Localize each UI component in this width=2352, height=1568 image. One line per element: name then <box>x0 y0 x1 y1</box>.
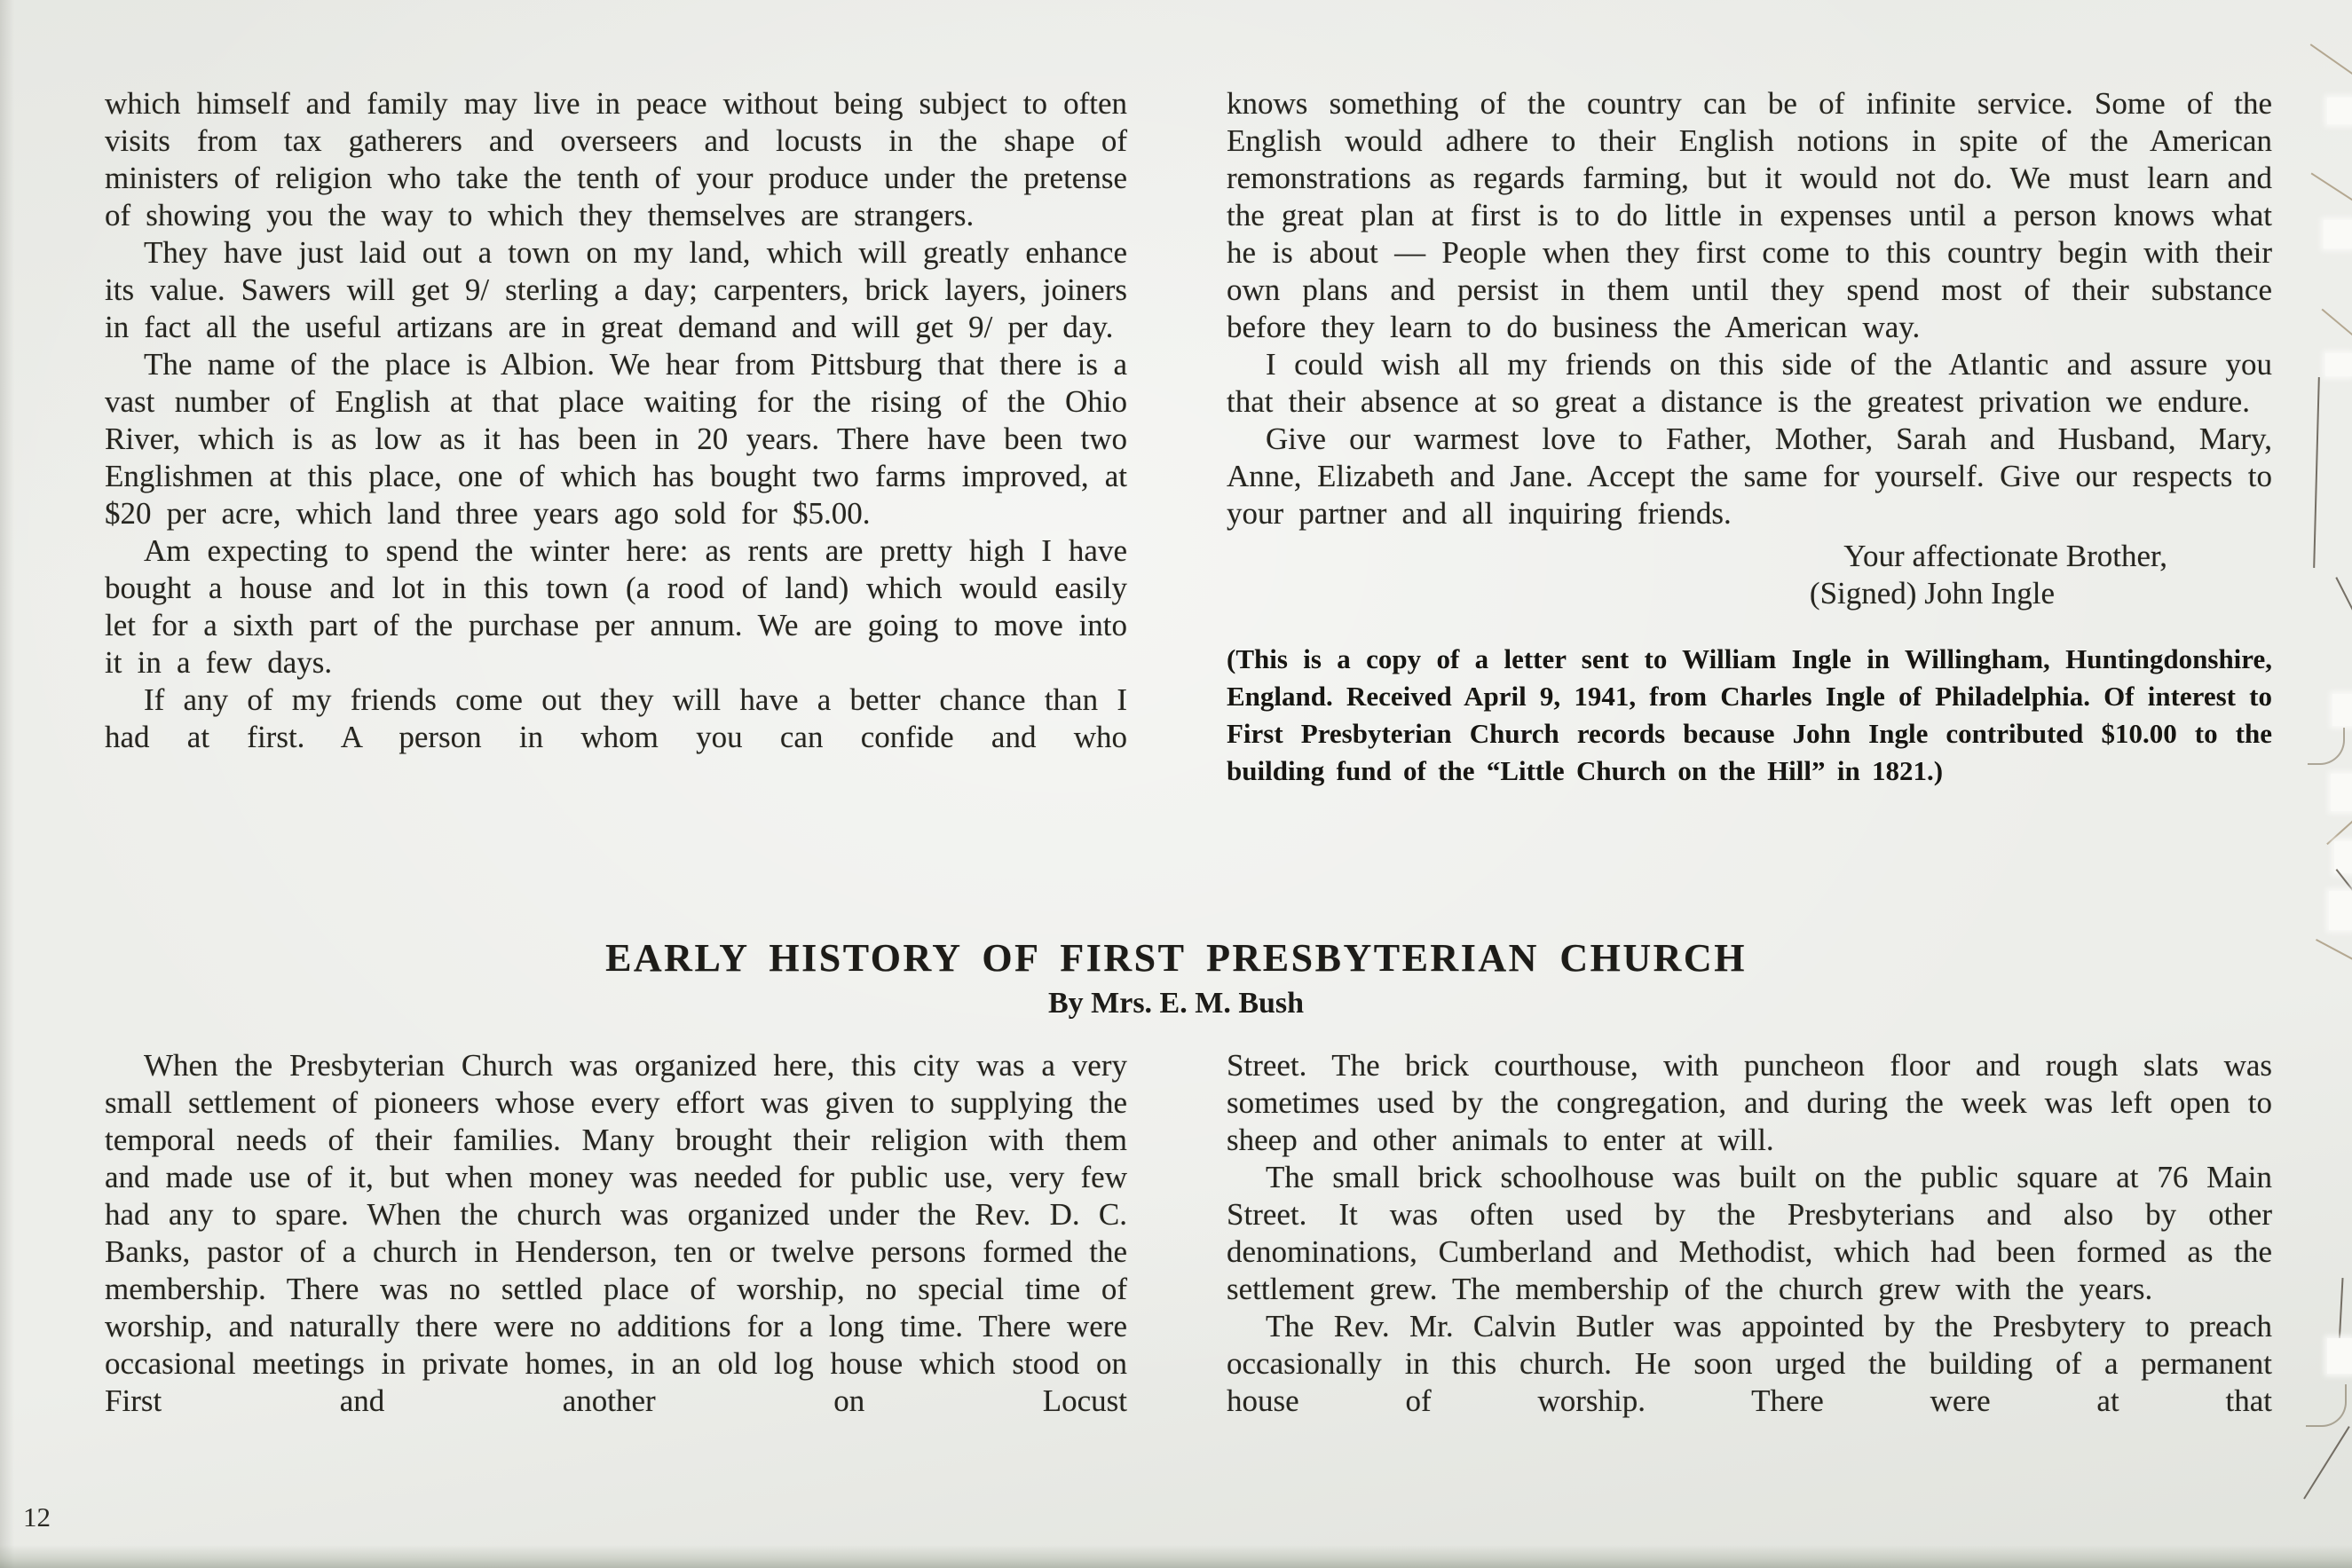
paragraph: Give our warmest love to Father, Mother, Sarah and Husband, Mary, Anne, Elizabeth and Jane. Accept the same for yourself. Give our respects to your partner and all inquiring friends. <box>1227 422 2272 531</box>
paper-tear-mark <box>2327 98 2352 124</box>
paper-tear-mark <box>2327 1338 2352 1374</box>
paper-tear-mark <box>2337 1278 2343 1363</box>
paragraph: When the Presbyterian Church was organized here, this city was a very small settlement of pioneers whose every effort was given to supplying the temporal needs of their families. Many brought their religion with them and made use of it, but when money was needed for public use, very few had any to spare. When the church was organized under the Rev. D. C. Banks, pastor of a church in Henderson, ten or twelve persons formed the membership. There was no settled place of worship, no special time of worship, and naturally there were no additions for a long time. There were occasional meetings in private homes, in an old log house which stood on First and another on Locust <box>105 1048 1127 1418</box>
paragraph: The small brick schoolhouse was built on the public square at 76 Main Street. It was often used by the Presbyterians and also by other denominations, Cumberland and Methodist, which had been formed as the settlement grew. The membership of the church grew with the years. <box>1227 1160 2272 1306</box>
article-left-column <box>105 1047 1127 1420</box>
scan-left-edge-shadow <box>0 0 14 1568</box>
paper-tear-mark <box>2325 353 2352 376</box>
paragraph: The Rev. Mr. Calvin Butler was appointed by the Presbytery to preach occasionally in this church. He soon urged the building of a permanent house of worship. There were at that <box>1227 1309 2272 1418</box>
paper-tear-mark <box>2313 377 2320 568</box>
paragraph: Street. The brick courthouse, with puncheon floor and rough slats was sometimes used by the congregation, and during the week was left open to sheep and other animals to enter at will. <box>1227 1048 2272 1157</box>
paper-tear-mark <box>2335 577 2352 689</box>
paper-tear-mark <box>2310 43 2352 86</box>
article-byline: By Mrs. E. M. Bush <box>1047 987 1305 1020</box>
paper-tear-mark <box>2308 728 2345 765</box>
letter-left-column <box>105 85 1127 756</box>
paper-tear-mark <box>2311 172 2352 210</box>
editorial-note: (This is a copy of a letter sent to William Ingle in Willingham, Huntingdonshire, England. Received April 9, 1941, from Charles Ingle of Philadelphia. Of interest to First Presbyterian Church records because John Ingle contributed $10.00 to the building fund of the “Little Church on the Hill” in 1821.) <box>1227 643 2272 786</box>
letter-right-paragraphs <box>1227 85 2272 532</box>
scan-bottom-edge-shadow <box>0 1545 2352 1568</box>
paper-tear-mark <box>2336 869 2352 908</box>
paper-tear-mark <box>2332 694 2352 726</box>
paper-tear-mark <box>2306 1384 2347 1427</box>
paper-tear-mark <box>2331 774 2352 811</box>
letter-right-column <box>1227 85 2272 790</box>
paragraph: which himself and family may live in peace without being subject to often visits from tax gatherers and overseers and locusts in the shape of ministers of religion who take the tenth of your produce under the pretense of showing you the way to which they themselves are strangers. <box>105 86 1127 232</box>
paper-tear-mark <box>2329 891 2352 930</box>
signature-line-1: Your affectionate Brother, <box>1843 539 2167 573</box>
page-number: 12 <box>23 1501 51 1533</box>
paper-tear-mark <box>2326 816 2352 845</box>
signature-line-2: (Signed) John Ingle <box>1809 576 2055 611</box>
paper-tear-mark <box>2303 1426 2350 1499</box>
article-right-column <box>1227 1047 2272 1420</box>
paragraph: The name of the place is Albion. We hear from Pittsburg that there is a vast number of English at that place waiting for the rising of the Ohio River, which is as low as it has been in 20 years. There have been two Englishmen at this place, one of which has bought two farms improved, at $20 per acre, which land three years ago sold for $5.00. <box>105 347 1127 531</box>
paper-tear-mark <box>2322 309 2352 351</box>
paragraph: knows something of the country can be of infinite service. Some of the English would adhere to their English notions in spite of the American remonstrations as regards farming, but it would not do. We must learn and the great plan at first is to do little in expenses until a person knows what he is about — People when they first come to this country begin with their own plans and persist in them until they spend most of their substance before they learn to do business the American way. <box>1227 86 2272 344</box>
paragraph: They have just laid out a town on my land, which will greatly enhance its value. Sawers will get 9/ sterling a day; carpenters, brick layers, joiners in fact all the useful artizans are in great demand and will get 9/ per day. <box>105 235 1127 344</box>
article-title: EARLY HISTORY OF FIRST PRESBYTERIAN CHURCH <box>605 936 1747 980</box>
signature-block <box>1227 538 2272 612</box>
paragraph: I could wish all my friends on this side of the Atlantic and assure you that their absence at so great a distance is the greatest privation we endure. <box>1227 347 2272 419</box>
paper-tear-mark <box>2334 841 2352 873</box>
paragraph: Am expecting to spend the winter here: as rents are pretty high I have bought a house and lot in this town (a rood of land) which would easily let for a sixth part of the purchase per annum. We are going to move into it in a few days. <box>105 533 1127 680</box>
paragraph: If any of my friends come out they will have a better chance than I had at first. A person in whom you can confide and who <box>105 682 1127 754</box>
paper-tear-mark <box>2324 220 2352 248</box>
